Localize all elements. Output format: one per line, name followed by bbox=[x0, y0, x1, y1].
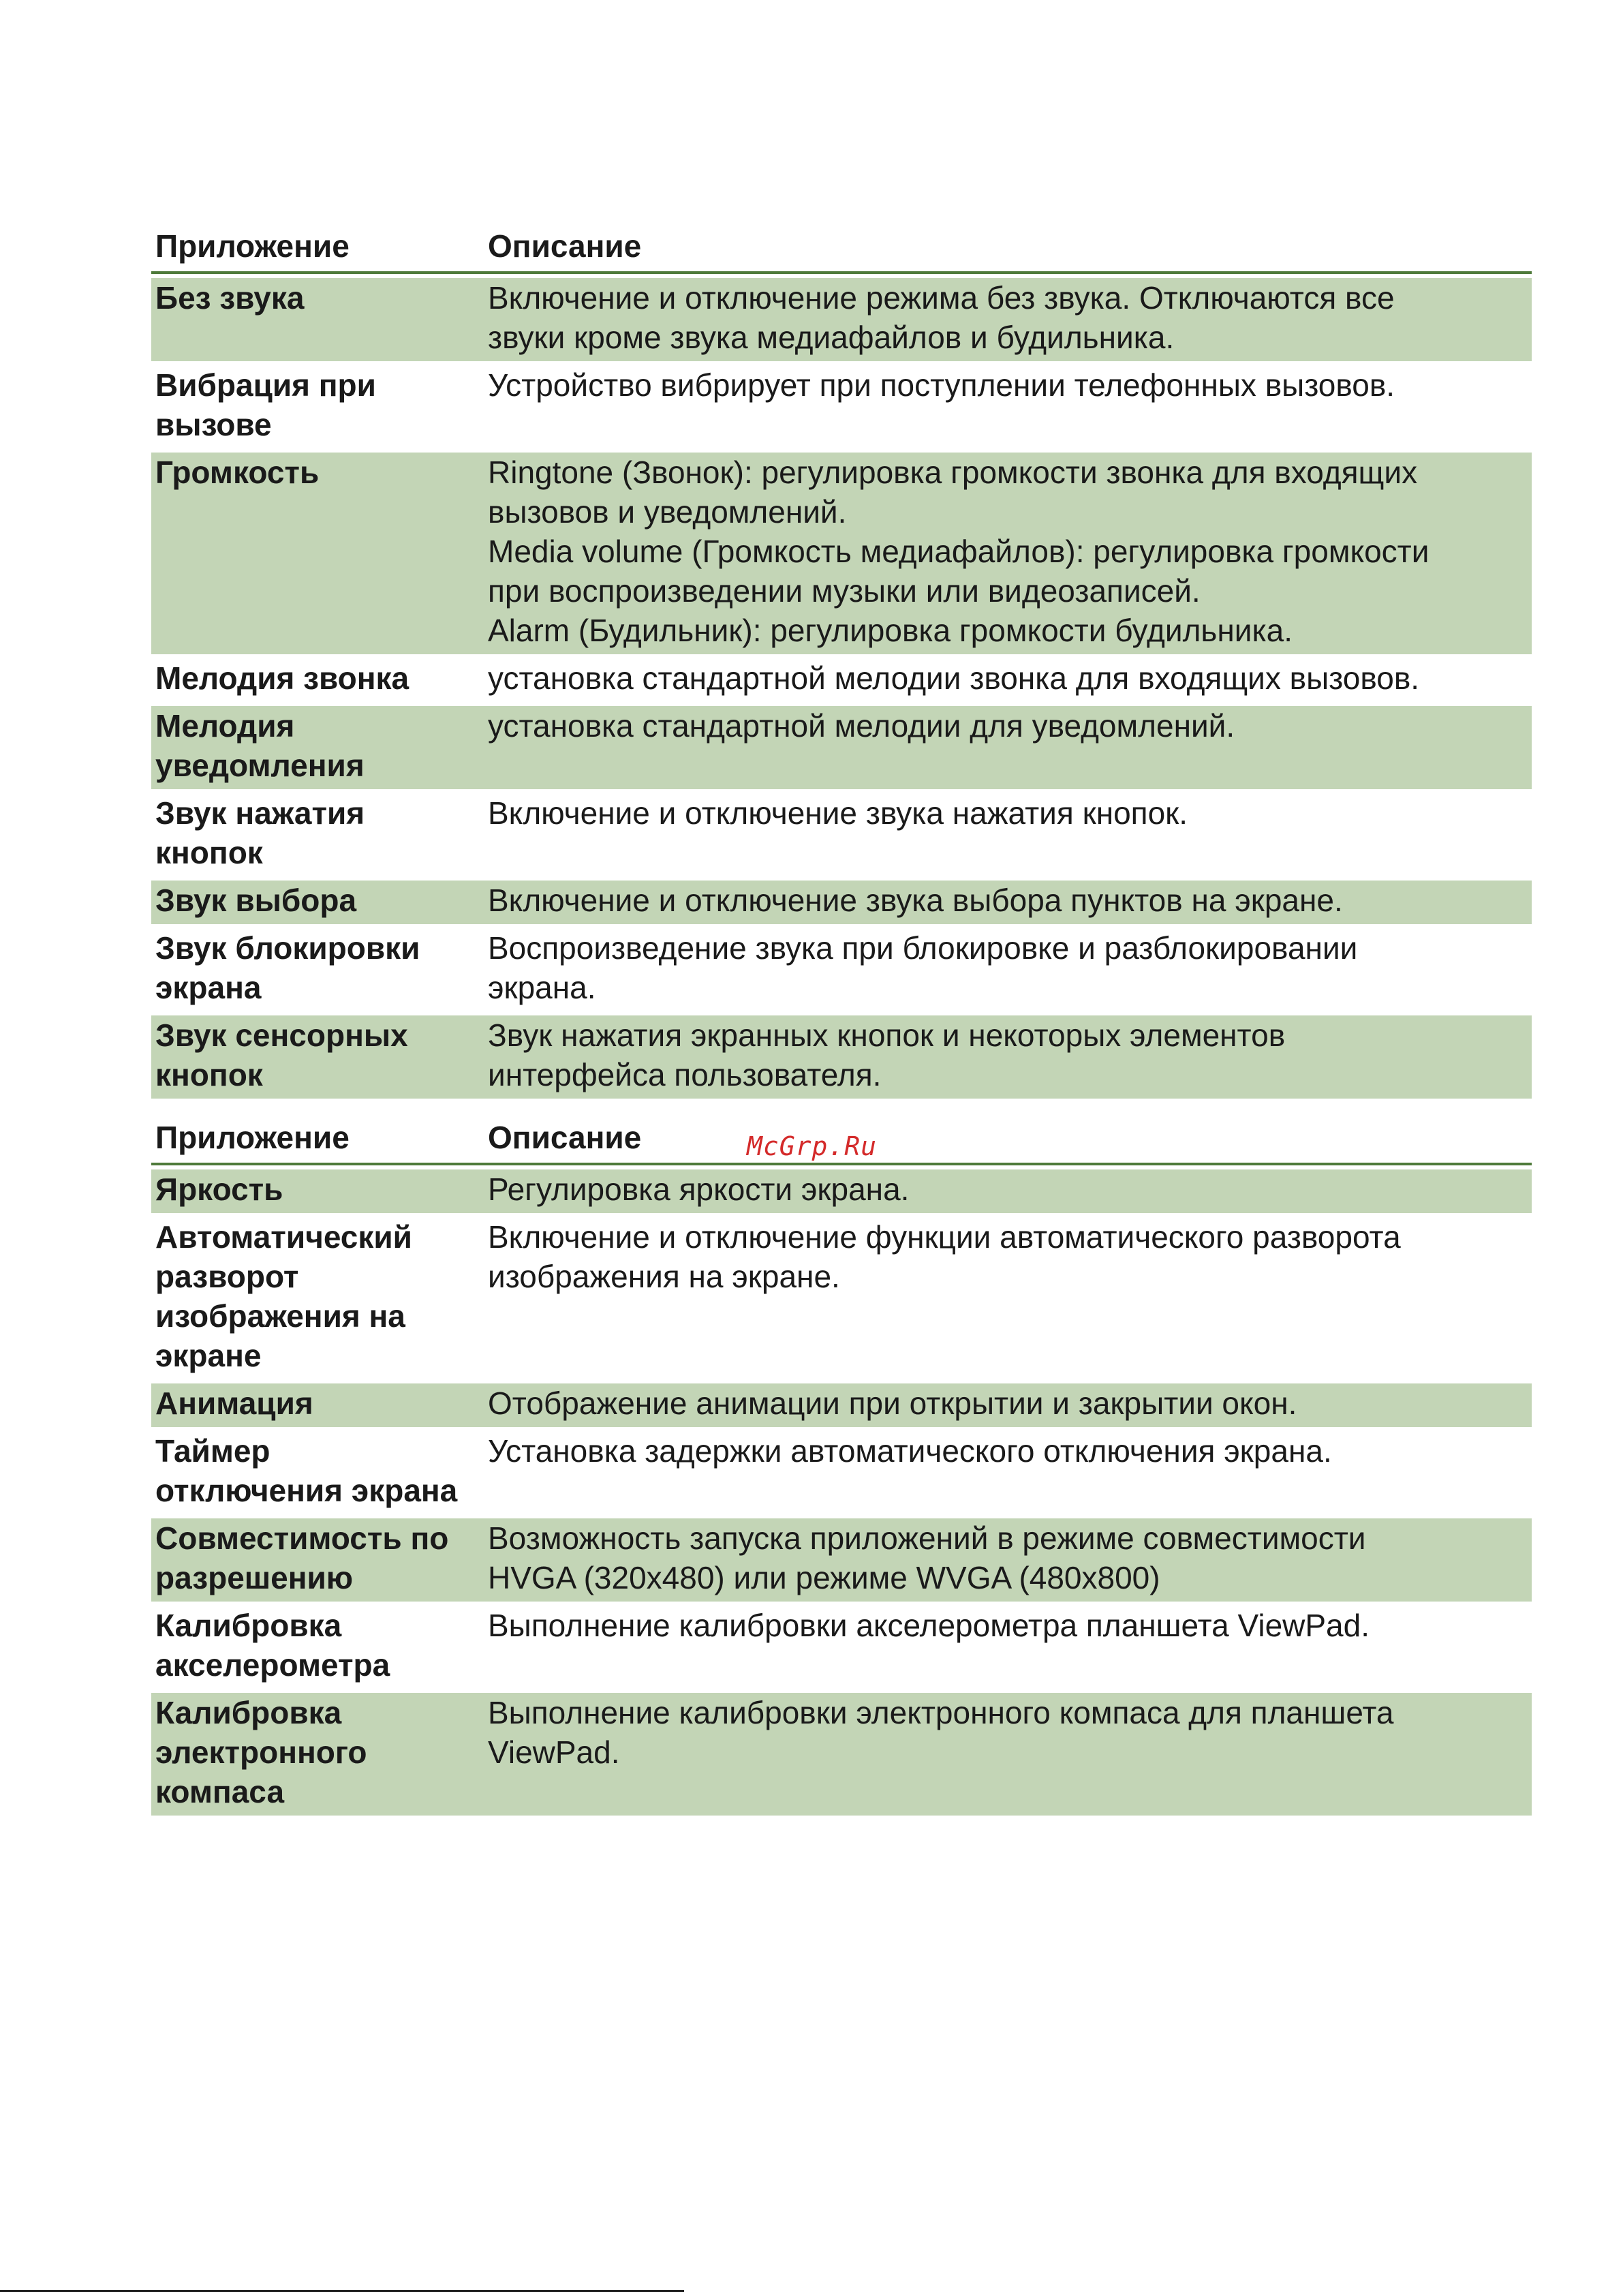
row-description bbox=[488, 1169, 1532, 1209]
row-app-name bbox=[151, 1383, 488, 1423]
footnote-rule bbox=[0, 2290, 684, 2292]
row-app-name bbox=[151, 1693, 488, 1811]
app-name-line: разворот bbox=[155, 1259, 299, 1294]
row-app-name bbox=[151, 928, 488, 1007]
app-name-line: Звук выбора bbox=[155, 883, 357, 918]
row-app-name bbox=[151, 1431, 488, 1510]
row-description bbox=[488, 658, 1532, 698]
row-app-name bbox=[151, 1518, 488, 1597]
row-app-name bbox=[151, 1015, 488, 1095]
description-line: Включение и отключение звука выбора пунктов на экране. bbox=[488, 883, 1343, 918]
table-row bbox=[151, 1169, 1532, 1213]
app-name-line: кнопок bbox=[155, 835, 263, 870]
table-header bbox=[151, 1116, 1532, 1165]
app-name-line: экрана bbox=[155, 970, 262, 1005]
description-line: Включение и отключение звука нажатия кнопок. bbox=[488, 795, 1188, 831]
row-description bbox=[488, 1518, 1532, 1597]
settings-sound-table bbox=[151, 225, 1532, 1099]
app-name-line: изображения на bbox=[155, 1298, 405, 1334]
app-name-line: электронного bbox=[155, 1734, 367, 1770]
row-app-name bbox=[151, 1606, 488, 1685]
description-line: звуки кроме звука медиафайлов и будильника. bbox=[488, 320, 1175, 355]
table-row bbox=[151, 1217, 1532, 1379]
description-line: изображения на экране. bbox=[488, 1259, 840, 1294]
table-row bbox=[151, 278, 1532, 361]
app-name-line: кнопок bbox=[155, 1057, 263, 1092]
table-row bbox=[151, 1693, 1532, 1816]
header-description: Описание bbox=[488, 1120, 642, 1155]
table-row bbox=[151, 1518, 1532, 1602]
description-line: Включение и отключение режима без звука. Отключаются все bbox=[488, 280, 1395, 316]
row-description bbox=[488, 1431, 1532, 1471]
app-name-line: компаса bbox=[155, 1774, 285, 1809]
row-app-name bbox=[151, 1169, 488, 1209]
description-line: вызовов и уведомлений. bbox=[488, 494, 847, 530]
row-app-name bbox=[151, 453, 488, 492]
table-body bbox=[151, 278, 1532, 1099]
description-line: Установка задержки автоматического отключения экрана. bbox=[488, 1433, 1332, 1469]
app-name-line: Вибрация при bbox=[155, 367, 376, 403]
row-description bbox=[488, 1015, 1532, 1095]
app-name-line: акселерометра bbox=[155, 1647, 390, 1683]
app-name-line: Громкость bbox=[155, 455, 320, 490]
description-line: Устройство вибрирует при поступлении телефонных вызовов. bbox=[488, 367, 1395, 403]
app-name-line: экране bbox=[155, 1338, 262, 1373]
table-row bbox=[151, 365, 1532, 448]
description-line: Отображение анимации при открытии и закрытии окон. bbox=[488, 1386, 1297, 1421]
app-name-line: Автоматический bbox=[155, 1219, 412, 1255]
app-name-line: Звук сенсорных bbox=[155, 1017, 408, 1053]
description-line: Включение и отключение функции автоматического разворота bbox=[488, 1219, 1401, 1255]
app-name-line: Мелодия bbox=[155, 708, 295, 744]
table-row bbox=[151, 1431, 1532, 1514]
description-line: Возможность запуска приложений в режиме совместимости bbox=[488, 1520, 1366, 1556]
description-line: Media volume (Громкость медиафайлов): регулировка громкости bbox=[488, 534, 1429, 569]
app-name-line: Звук нажатия bbox=[155, 795, 365, 831]
row-description bbox=[488, 278, 1532, 357]
row-app-name bbox=[151, 365, 488, 444]
row-description bbox=[488, 453, 1532, 650]
table-row bbox=[151, 793, 1532, 876]
app-name-line: Таймер bbox=[155, 1433, 270, 1469]
row-app-name bbox=[151, 1217, 488, 1375]
table-row bbox=[151, 928, 1532, 1011]
description-line: установка стандартной мелодии для уведомлений. bbox=[488, 708, 1235, 744]
description-line: Alarm (Будильник): регулировка громкости будильника. bbox=[488, 613, 1293, 648]
header-description: Описание bbox=[488, 228, 642, 264]
row-app-name bbox=[151, 706, 488, 785]
table-row bbox=[151, 1015, 1532, 1099]
table-row bbox=[151, 1606, 1532, 1689]
description-line: интерфейса пользователя. bbox=[488, 1057, 882, 1092]
row-description bbox=[488, 365, 1532, 405]
table-body bbox=[151, 1169, 1532, 1816]
description-line: при воспроизведении музыки или видеозаписей. bbox=[488, 573, 1201, 609]
row-description bbox=[488, 881, 1532, 920]
row-app-name bbox=[151, 793, 488, 872]
watermark: McGrp.Ru bbox=[747, 1131, 878, 1161]
app-name-line: отключения экрана bbox=[155, 1473, 458, 1508]
app-name-line: Калибровка bbox=[155, 1608, 342, 1643]
row-description bbox=[488, 1693, 1532, 1772]
description-line: Выполнение калибровки электронного компаса для планшета bbox=[488, 1695, 1394, 1730]
description-line: Воспроизведение звука при блокировке и разблокировании bbox=[488, 930, 1358, 966]
row-app-name bbox=[151, 881, 488, 920]
app-name-line: Звук блокировки bbox=[155, 930, 420, 966]
description-line: Регулировка яркости экрана. bbox=[488, 1172, 910, 1207]
description-line: установка стандартной мелодии звонка для входящих вызовов. bbox=[488, 660, 1420, 696]
table-row bbox=[151, 706, 1532, 789]
app-name-line: Мелодия звонка bbox=[155, 660, 409, 696]
description-line: Звук нажатия экранных кнопок и некоторых элементов bbox=[488, 1017, 1286, 1053]
app-name-line: разрешению bbox=[155, 1560, 354, 1595]
row-app-name bbox=[151, 658, 488, 698]
table-row bbox=[151, 881, 1532, 924]
row-app-name bbox=[151, 278, 488, 318]
table-header bbox=[151, 225, 1532, 274]
app-name-line: вызове bbox=[155, 407, 272, 442]
app-name-line: Совместимость по bbox=[155, 1520, 449, 1556]
description-line: Ringtone (Звонок): регулировка громкости звонка для входящих bbox=[488, 455, 1418, 490]
description-line: Выполнение калибровки акселерометра планшета ViewPad. bbox=[488, 1608, 1370, 1643]
description-line: экрана. bbox=[488, 970, 596, 1005]
row-description bbox=[488, 1606, 1532, 1645]
app-name-line: Калибровка bbox=[155, 1695, 342, 1730]
row-description bbox=[488, 793, 1532, 833]
app-name-line: Без звука bbox=[155, 280, 305, 316]
row-description bbox=[488, 1383, 1532, 1423]
header-app: Приложение bbox=[155, 1120, 350, 1155]
settings-display-table bbox=[151, 1116, 1532, 1816]
app-name-line: Яркость bbox=[155, 1172, 283, 1207]
app-name-line: уведомления bbox=[155, 748, 365, 783]
table-row bbox=[151, 658, 1532, 702]
table-row bbox=[151, 453, 1532, 654]
header-app: Приложение bbox=[155, 228, 350, 264]
description-line: ViewPad. bbox=[488, 1734, 620, 1770]
table-row bbox=[151, 1383, 1532, 1427]
app-name-line: Анимация bbox=[155, 1386, 313, 1421]
row-description bbox=[488, 1217, 1532, 1296]
row-description bbox=[488, 928, 1532, 1007]
row-description bbox=[488, 706, 1532, 746]
description-line: HVGA (320x480) или режиме WVGA (480x800) bbox=[488, 1560, 1160, 1595]
